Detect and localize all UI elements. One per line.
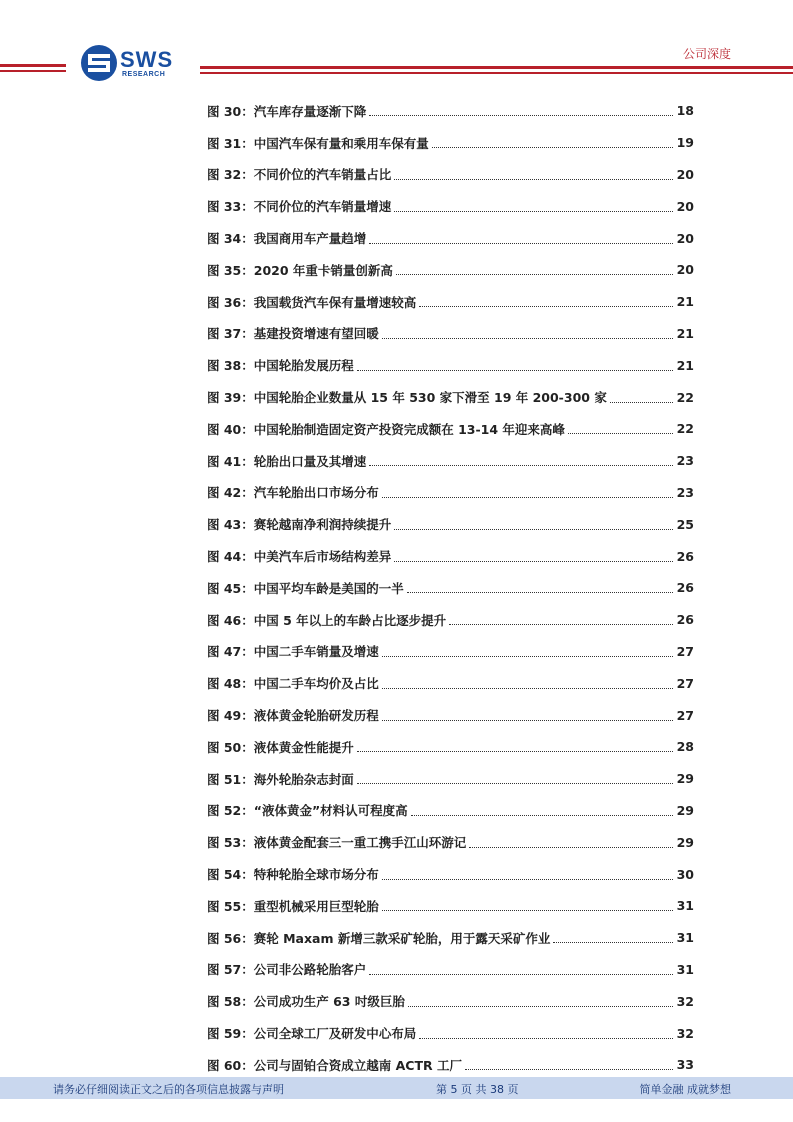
toc-entry-label: 图 43：赛轮越南净利润持续提升 (207, 517, 392, 533)
toc-entry-page: 25 (676, 516, 694, 532)
toc-dot-leader (357, 773, 673, 784)
toc-dot-leader (382, 646, 673, 657)
toc-dot-leader (568, 423, 673, 434)
toc-entry[interactable] (207, 731, 694, 763)
toc-entry-label: 图 32：不同价位的汽车销量占比 (207, 167, 392, 183)
toc-entry-page: 32 (676, 1025, 694, 1041)
toc-entry-label: 图 31：中国汽车保有量和乘用车保有量 (207, 135, 429, 151)
toc-entry-label: 图 42：汽车轮胎出口市场分布 (207, 485, 379, 501)
figure-list (207, 95, 694, 1081)
toc-entry-page: 19 (676, 135, 694, 151)
toc-entry-label: 图 51：海外轮胎杂志封面 (207, 771, 354, 787)
toc-entry-label: 图 53：液体黄金配套三一重工携手江山环游记 (207, 835, 467, 851)
toc-entry-label: 图 55：重型机械采用巨型轮胎 (207, 898, 379, 914)
toc-entry-label: 图 52：“液体黄金”材料认可程度高 (207, 803, 408, 819)
toc-entry-label: 图 60：公司与固铂合资成立越南 ACTR 工厂 (207, 1057, 462, 1073)
toc-dot-leader (432, 137, 673, 148)
toc-entry[interactable] (207, 349, 694, 381)
toc-dot-leader (382, 487, 673, 498)
toc-dot-leader (396, 264, 673, 275)
toc-entry-page: 20 (676, 166, 694, 182)
toc-dot-leader (382, 900, 673, 911)
header-rule-right-bottom (200, 72, 793, 74)
toc-entry[interactable] (207, 222, 694, 254)
toc-entry-page: 32 (676, 993, 694, 1009)
footer-slogan: 简单金融 成就梦想 (639, 1083, 731, 1096)
toc-dot-leader (382, 328, 673, 339)
toc-dot-leader (382, 678, 673, 689)
logo-text: SWS (120, 47, 174, 72)
toc-entry-page: 21 (676, 325, 694, 341)
toc-dot-leader (408, 996, 673, 1007)
toc-entry[interactable] (207, 858, 694, 890)
toc-entry[interactable] (207, 381, 694, 413)
toc-entry[interactable] (207, 127, 694, 159)
header-rule-left-bottom (0, 70, 66, 72)
header-rule-left-top (0, 64, 66, 67)
toc-dot-leader (369, 455, 672, 466)
toc-entry[interactable] (207, 954, 694, 986)
toc-entry-label: 图 36：我国载货汽车保有量增速较高 (207, 294, 417, 310)
toc-entry[interactable] (207, 286, 694, 318)
toc-entry-page: 29 (676, 834, 694, 850)
toc-dot-leader (394, 169, 672, 180)
toc-entry[interactable] (207, 508, 694, 540)
logo-subtext: RESEARCH (122, 71, 166, 78)
toc-entry-label: 图 37：基建投资增速有望回暖 (207, 326, 379, 342)
toc-entry[interactable] (207, 254, 694, 286)
toc-entry-page: 20 (676, 262, 694, 278)
toc-entry[interactable] (207, 190, 694, 222)
toc-entry[interactable] (207, 826, 694, 858)
sws-logo-icon (80, 44, 118, 82)
toc-entry-label: 图 57：公司非公路轮胎客户 (207, 962, 367, 978)
toc-entry-page: 18 (676, 103, 694, 119)
toc-entry-page: 21 (676, 357, 694, 373)
toc-entry-page: 29 (676, 802, 694, 818)
toc-dot-leader (553, 932, 672, 943)
toc-entry-label: 图 59：公司全球工厂及研发中心布局 (207, 1026, 417, 1041)
toc-entry[interactable] (207, 572, 694, 604)
toc-entry[interactable] (207, 1017, 694, 1049)
toc-entry-label: 图 30：汽车库存量逐渐下降 (207, 103, 367, 119)
toc-dot-leader (394, 551, 672, 562)
toc-dot-leader (369, 964, 672, 975)
toc-dot-leader (407, 582, 673, 593)
toc-entry[interactable] (207, 699, 694, 731)
toc-entry-page: 22 (676, 389, 694, 405)
toc-entry[interactable] (207, 477, 694, 509)
header-rule-right-top (200, 66, 793, 69)
toc-dot-leader (394, 519, 672, 530)
toc-dot-leader (411, 805, 673, 816)
toc-entry-label: 图 41：轮胎出口量及其增速 (207, 453, 367, 469)
toc-entry-label: 图 38：中国轮胎发展历程 (207, 358, 354, 374)
toc-entry-page: 26 (676, 548, 694, 564)
toc-entry[interactable] (207, 445, 694, 477)
toc-dot-leader (369, 105, 672, 116)
toc-entry-page: 26 (676, 612, 694, 628)
toc-entry-label: 图 49：液体黄金轮胎研发历程 (207, 708, 379, 724)
toc-entry[interactable] (207, 763, 694, 795)
toc-entry-page: 27 (676, 707, 694, 723)
toc-entry-page: 23 (676, 484, 694, 500)
toc-entry-label: 图 50：液体黄金性能提升 (207, 739, 354, 755)
toc-dot-leader (419, 1028, 672, 1039)
toc-entry-label: 图 45：中国平均车龄是美国的一半 (207, 580, 404, 596)
toc-entry[interactable] (207, 413, 694, 445)
footer-disclaimer: 请务必仔细阅读正文之后的各项信息披露与声明 (53, 1083, 284, 1096)
toc-entry-page: 30 (676, 866, 694, 882)
toc-entry[interactable] (207, 667, 694, 699)
toc-entry[interactable] (207, 985, 694, 1017)
toc-entry-label: 图 48：中国二手车均价及占比 (207, 676, 379, 692)
toc-entry-page: 20 (676, 230, 694, 246)
toc-dot-leader (465, 1059, 673, 1070)
sws-logo (80, 44, 190, 84)
toc-entry-page: 22 (676, 421, 694, 437)
toc-dot-leader (610, 392, 673, 403)
toc-entry[interactable] (207, 922, 694, 954)
toc-entry-label: 图 47：中国二手车销量及增速 (207, 644, 379, 660)
toc-entry-page: 23 (676, 453, 694, 469)
toc-entry-label: 图 56：赛轮 Maxam 新增三款采矿轮胎，用于露天采矿作业 (207, 930, 551, 946)
toc-entry[interactable] (207, 95, 694, 127)
toc-entry[interactable] (207, 636, 694, 668)
toc-entry-label: 图 40：中国轮胎制造固定资产投资完成额在 13-14 年迎来高峰 (207, 421, 565, 437)
toc-entry-label: 图 39：中国轮胎企业数量从 15 年 530 家下滑至 19 年 200-300 家 (207, 390, 607, 406)
toc-entry[interactable] (207, 540, 694, 572)
toc-dot-leader (382, 710, 673, 721)
toc-entry[interactable] (207, 795, 694, 827)
toc-entry-page: 33 (676, 1057, 694, 1073)
toc-entry-label: 图 58：公司成功生产 63 吋级巨胎 (207, 994, 405, 1010)
toc-entry-page: 29 (676, 771, 694, 787)
toc-entry[interactable] (207, 604, 694, 636)
toc-entry-page: 31 (676, 961, 694, 977)
toc-entry-label: 图 54：特种轮胎全球市场分布 (207, 867, 379, 883)
toc-entry-label: 图 33：不同价位的汽车销量增速 (207, 199, 392, 215)
toc-entry-page: 20 (676, 198, 694, 214)
toc-dot-leader (419, 296, 672, 307)
toc-entry[interactable] (207, 318, 694, 350)
toc-entry-page: 26 (676, 580, 694, 596)
toc-dot-leader (449, 614, 672, 625)
toc-entry-page: 28 (676, 739, 694, 755)
toc-entry-label: 图 46：中国 5 年以上的车龄占比逐步提升 (207, 612, 447, 628)
toc-entry-label: 图 44：中美汽车后市场结构差异 (207, 549, 392, 565)
toc-entry-label: 图 35：2020 年重卡销量创新高 (207, 262, 393, 278)
footer-bar (0, 1077, 793, 1099)
toc-entry[interactable] (207, 159, 694, 191)
footer-page-info: 第 5 页 共 38 页 (436, 1083, 519, 1096)
report-type: 公司深度 (682, 47, 731, 61)
toc-entry-label: 图 34：我国商用车产量趋增 (207, 231, 367, 247)
toc-dot-leader (369, 233, 672, 244)
toc-entry-page: 31 (676, 898, 694, 914)
toc-entry-page: 27 (676, 643, 694, 659)
toc-entry-page: 31 (676, 930, 694, 946)
toc-dot-leader (382, 869, 673, 880)
toc-entry[interactable] (207, 890, 694, 922)
toc-entry[interactable] (207, 1049, 694, 1081)
toc-entry-page: 21 (676, 294, 694, 310)
toc-entry-page: 27 (676, 675, 694, 691)
toc-dot-leader (469, 837, 672, 848)
toc-dot-leader (357, 741, 673, 752)
toc-dot-leader (357, 360, 673, 371)
toc-dot-leader (394, 201, 672, 212)
